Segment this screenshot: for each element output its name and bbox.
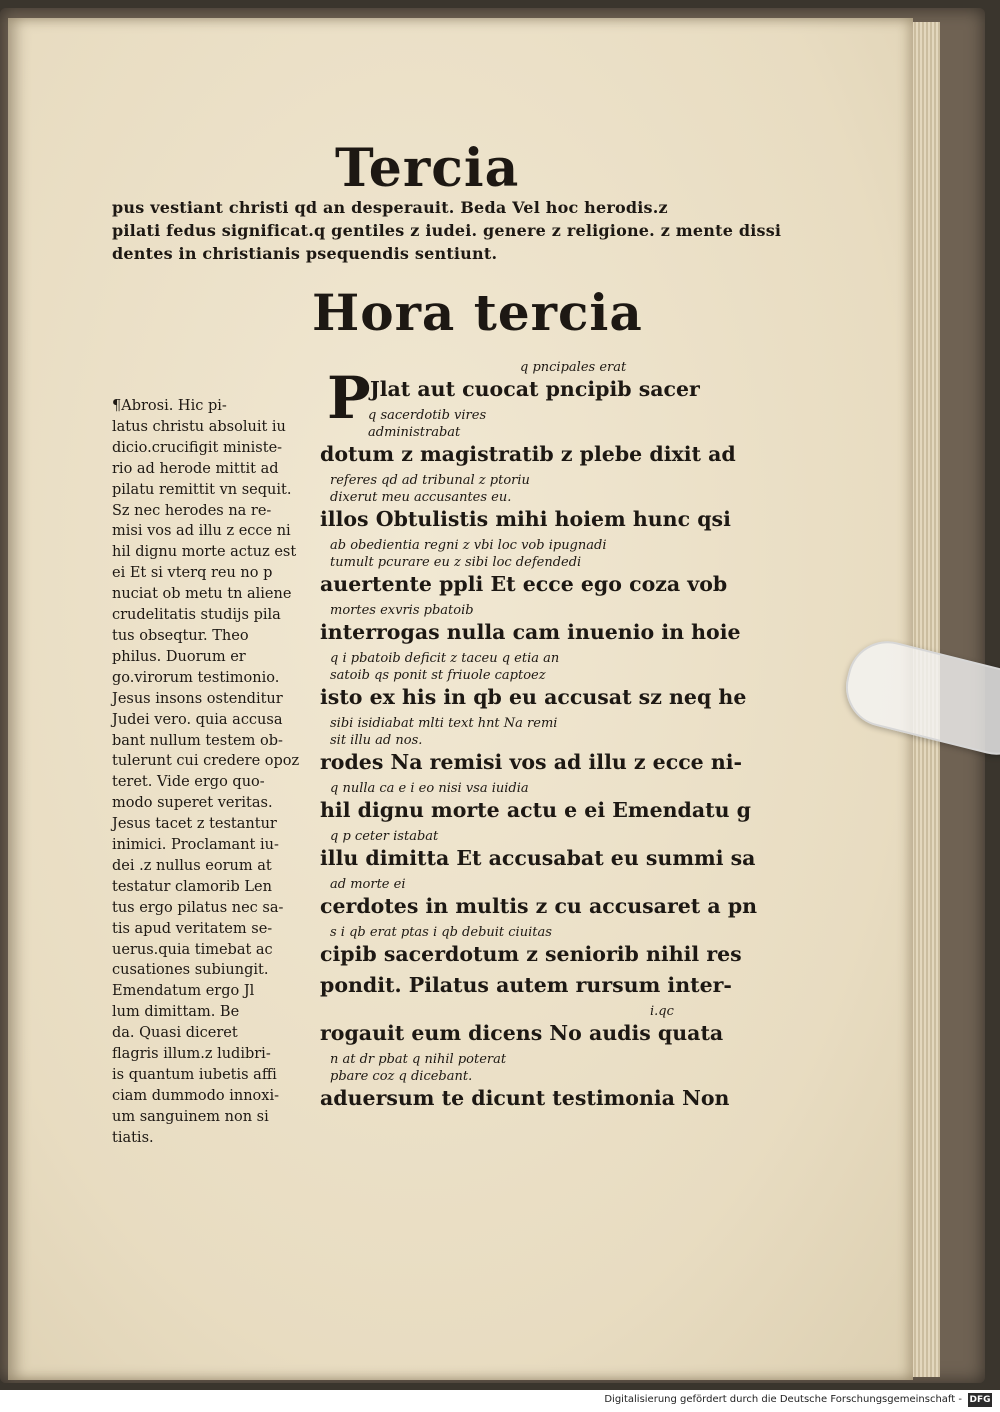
commentary-line: tiatis. bbox=[112, 1129, 154, 1146]
commentary-line: rio ad herode mittit ad bbox=[112, 460, 279, 477]
gloss-line: q pncipales erat bbox=[520, 360, 627, 375]
gloss-line: administrabat bbox=[368, 425, 461, 440]
initial-letter: P bbox=[327, 364, 371, 432]
commentary-line: testatur clamorib Len bbox=[112, 878, 272, 895]
intro-line: pus vestiant christi qd an desperauit. Beda Vel hoc herodis.z bbox=[112, 198, 668, 217]
gloss-line: sibi isidiabat mlti text hnt Na remi bbox=[330, 716, 558, 731]
intro-paragraph bbox=[112, 196, 782, 265]
main-text-line: auertente ppli Et ecce ego coza vob bbox=[320, 572, 728, 596]
commentary-line: go.virorum testimonio. bbox=[112, 669, 280, 686]
gloss-line: n at dr pbat q nihil poterat bbox=[330, 1052, 507, 1067]
gloss-line: pbare coz q dicebant. bbox=[330, 1069, 473, 1084]
gloss-line: s i qb erat ptas i qb debuit ciuitas bbox=[330, 925, 552, 940]
commentary-line: tis apud veritatem se- bbox=[112, 920, 273, 937]
main-text-line: rodes Na remisi vos ad illu z ecce ni- bbox=[320, 750, 743, 774]
main-text-line: rogauit eum dicens No audis quata bbox=[320, 1021, 724, 1045]
commentary-line: dicio.crucifigit ministe- bbox=[112, 439, 283, 456]
intro-line: pilati fedus significat.q gentiles z iudei. genere z religione. z mente dissi bbox=[112, 221, 782, 240]
gloss-line: referes qd ad tribunal z ptoriu bbox=[330, 473, 530, 488]
main-text-line: dotum z magistratib z plebe dixit ad bbox=[320, 442, 736, 466]
gloss-line: mortes exvris pbatoib bbox=[330, 603, 474, 618]
commentary-line: Jesus tacet z testantur bbox=[112, 816, 277, 833]
commentary-line: ei Et si vterq reu no p bbox=[112, 565, 273, 582]
commentary-column bbox=[112, 396, 322, 1149]
commentary-line: crudelitatis studijs pila bbox=[112, 607, 281, 624]
commentary-line: philus. Duorum er bbox=[112, 648, 246, 665]
gloss-line: q p ceter istabat bbox=[330, 829, 439, 844]
commentary-line: is quantum iubetis affi bbox=[112, 1067, 277, 1083]
commentary-line: teret. Vide ergo quo- bbox=[112, 774, 265, 791]
commentary-line: lum dimittam. Be bbox=[112, 1004, 240, 1021]
commentary-line: Jesus insons ostenditur bbox=[112, 690, 283, 707]
intro-line: dentes in christianis psequendis sentiunt. bbox=[112, 244, 498, 263]
commentary-line: um sanguinem non si bbox=[112, 1108, 269, 1125]
main-text-line: pondit. Pilatus autem rursum inter- bbox=[320, 973, 732, 997]
gloss-line: satoib qs ponit st friuole captoez bbox=[330, 668, 546, 683]
gloss-line: ad morte ei bbox=[330, 877, 406, 892]
commentary-line: hil dignu morte actuz est bbox=[112, 544, 297, 561]
gloss-line: sit illu ad nos. bbox=[330, 733, 423, 748]
commentary-line: tus ergo pilatus nec sa- bbox=[112, 899, 284, 916]
footer-credit: Digitalisierung gefördert durch die Deutsche Forschungsgemeinschaft - bbox=[604, 1394, 962, 1405]
commentary-line: flagris illum.z ludibri- bbox=[112, 1046, 271, 1063]
dfg-logo: DFG bbox=[969, 1395, 991, 1405]
commentary-line: da. Quasi diceret bbox=[112, 1025, 238, 1042]
gloss-line: ab obedientia regni z vbi loc vob ipugnadi bbox=[330, 538, 607, 553]
commentary-line: misi vos ad illu z ecce ni bbox=[112, 523, 291, 540]
commentary-line: latus christu absoluit iu bbox=[112, 418, 286, 435]
commentary-line: tus obseqtur. Theo bbox=[112, 627, 249, 644]
commentary-line: modo superet veritas. bbox=[112, 795, 273, 812]
main-text-line: cerdotes in multis z cu accusaret a pn bbox=[320, 894, 758, 918]
commentary-line: nuciat ob metu tn aliene bbox=[112, 586, 292, 603]
gloss-line: q nulla ca e i eo nisi vsa iuidia bbox=[330, 781, 529, 796]
commentary-line: uerus.quia timebat ac bbox=[112, 941, 273, 958]
main-text-line: aduersum te dicunt testimonia Non bbox=[320, 1086, 730, 1110]
gloss-line: q sacerdotib vires bbox=[368, 408, 487, 423]
commentary-line: ciam dummodo innoxi- bbox=[112, 1087, 279, 1104]
section-heading: Hora tercia bbox=[312, 283, 643, 342]
commentary-line: dei .z nullus eorum at bbox=[112, 857, 272, 874]
commentary-line: pilatu remittit vn sequit. bbox=[112, 481, 292, 498]
main-text-line: interrogas nulla cam inuenio in hoie bbox=[320, 620, 741, 644]
running-heading: Tercia bbox=[335, 138, 520, 199]
main-text-line: isto ex his in qb eu accusat sz neq he bbox=[320, 685, 747, 709]
gloss-line: q i pbatoib deficit z taceu q etia an bbox=[330, 651, 560, 666]
main-text-line: illos Obtulistis mihi hoiem hunc qsi bbox=[320, 507, 731, 531]
commentary-line: ¶Abrosi. Hic pi- bbox=[112, 398, 227, 414]
commentary-line: inimici. Proclamant iu- bbox=[112, 837, 279, 854]
main-text-line: cipib sacerdotum z seniorib nihil res bbox=[320, 942, 742, 966]
commentary-line: cusationes subiungit. bbox=[112, 962, 269, 979]
commentary-line: Emendatum ergo Jl bbox=[112, 983, 255, 1000]
gloss-line: i.qc bbox=[650, 1004, 674, 1019]
main-text-line: hil dignu morte actu e ei Emendatu g bbox=[320, 798, 751, 822]
commentary-line: bant nullum testem ob- bbox=[112, 732, 283, 749]
footer-bar bbox=[0, 1390, 1000, 1412]
commentary-line: Sz nec herodes na re- bbox=[112, 502, 272, 519]
gloss-line: dixerut meu accusantes eu. bbox=[330, 490, 512, 505]
main-text-line: Jlat aut cuocat pncipib sacer bbox=[370, 377, 700, 401]
commentary-line: tulerunt cui credere opoz bbox=[112, 753, 300, 770]
main-text-line: illu dimitta Et accusabat eu summi sa bbox=[320, 846, 756, 870]
gloss-line: tumult pcurare eu z sibi loc defendedi bbox=[330, 555, 582, 570]
commentary-line: Judei vero. quia accusa bbox=[112, 711, 283, 728]
